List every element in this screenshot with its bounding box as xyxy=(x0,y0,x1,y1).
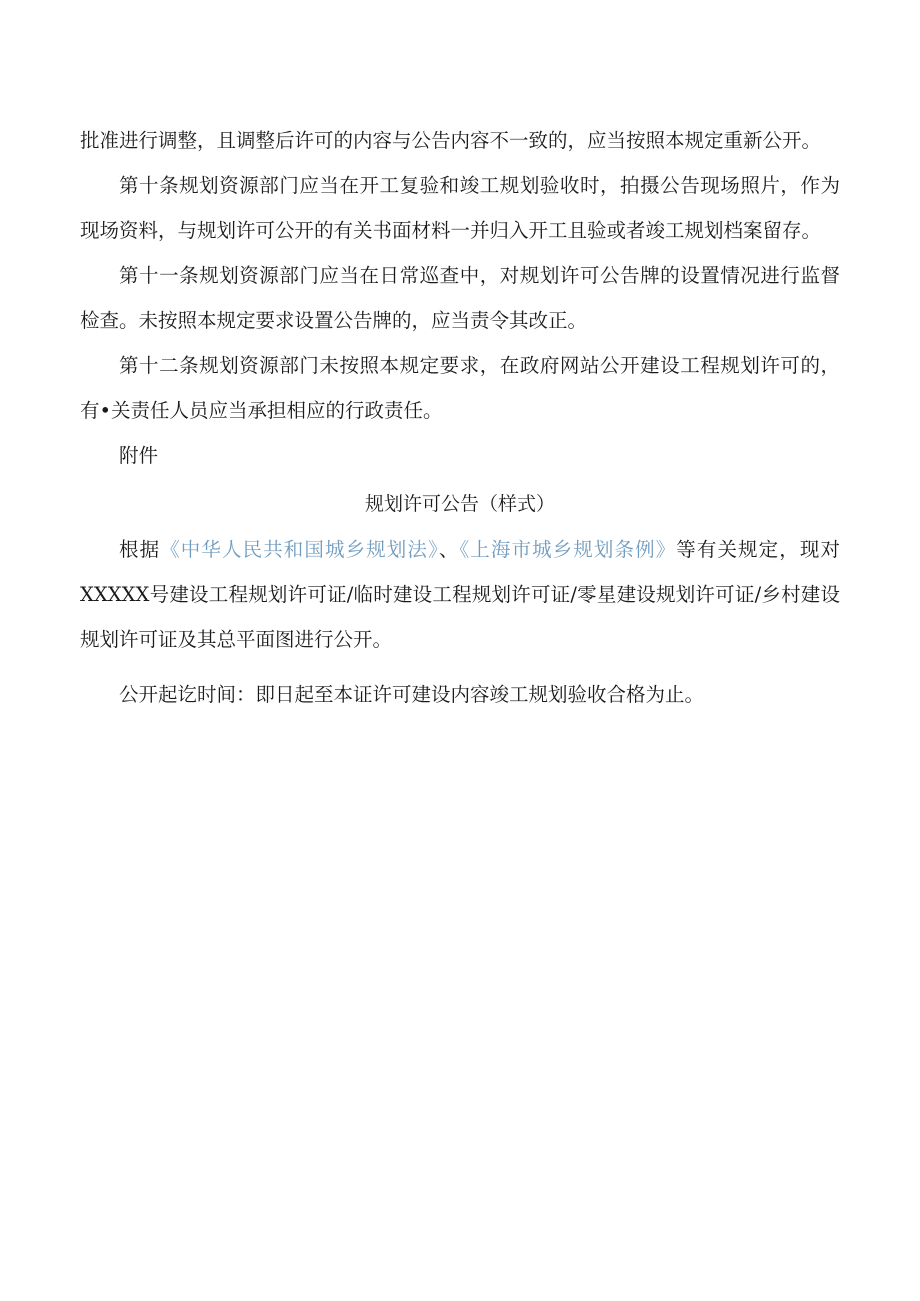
notice-prefix: 根据 xyxy=(119,538,161,561)
document-page xyxy=(80,118,840,717)
notice-title: 规划许可公告（样式） xyxy=(364,493,555,515)
paragraph-continuation: 批准进行调整，且调整后许可的内容与公告内容不一致的，应当按照本规定重新公开。 xyxy=(80,129,822,152)
attachment-label: 附件 xyxy=(119,444,159,467)
notice-body xyxy=(80,527,840,662)
law-link-urban-rural-planning-law[interactable]: 《中华人民共和国城乡规划法》 xyxy=(160,538,439,561)
notice-suffix: 等有关规定，现对XXXXX号建设工程规划许可证/临时建设工程规划许可证/零星建设规划许可证/乡村建设规划许可证及其总平面图进行公开。 xyxy=(80,538,840,651)
article-10: 第十条规划资源部门应当在开工复验和竣工规划验收时，拍摄公告现场照片，作为现场资料，与规划许可公开的有关书面材料一并归入开工且验或者竣工规划档案留存。 xyxy=(80,174,840,242)
law-link-shanghai-planning-regulations[interactable]: 《上海市城乡规划条例》 xyxy=(459,538,677,561)
notice-separator: 、 xyxy=(438,538,460,561)
article-11: 第十一条规划资源部门应当在日常巡查中，对规划许可公告牌的设置情况进行监督检查。未按照本规定要求设置公告牌的，应当责令其改正。 xyxy=(80,264,840,332)
article-12: 第十二条规划资源部门未按照本规定要求，在政府网站公开建设工程规划许可的，有•关责任人员应当承担相应的行政责任。 xyxy=(80,354,840,422)
disclosure-period: 公开起讫时间：即日起至本证许可建设内容竣工规划验收合格为止。 xyxy=(119,683,705,706)
